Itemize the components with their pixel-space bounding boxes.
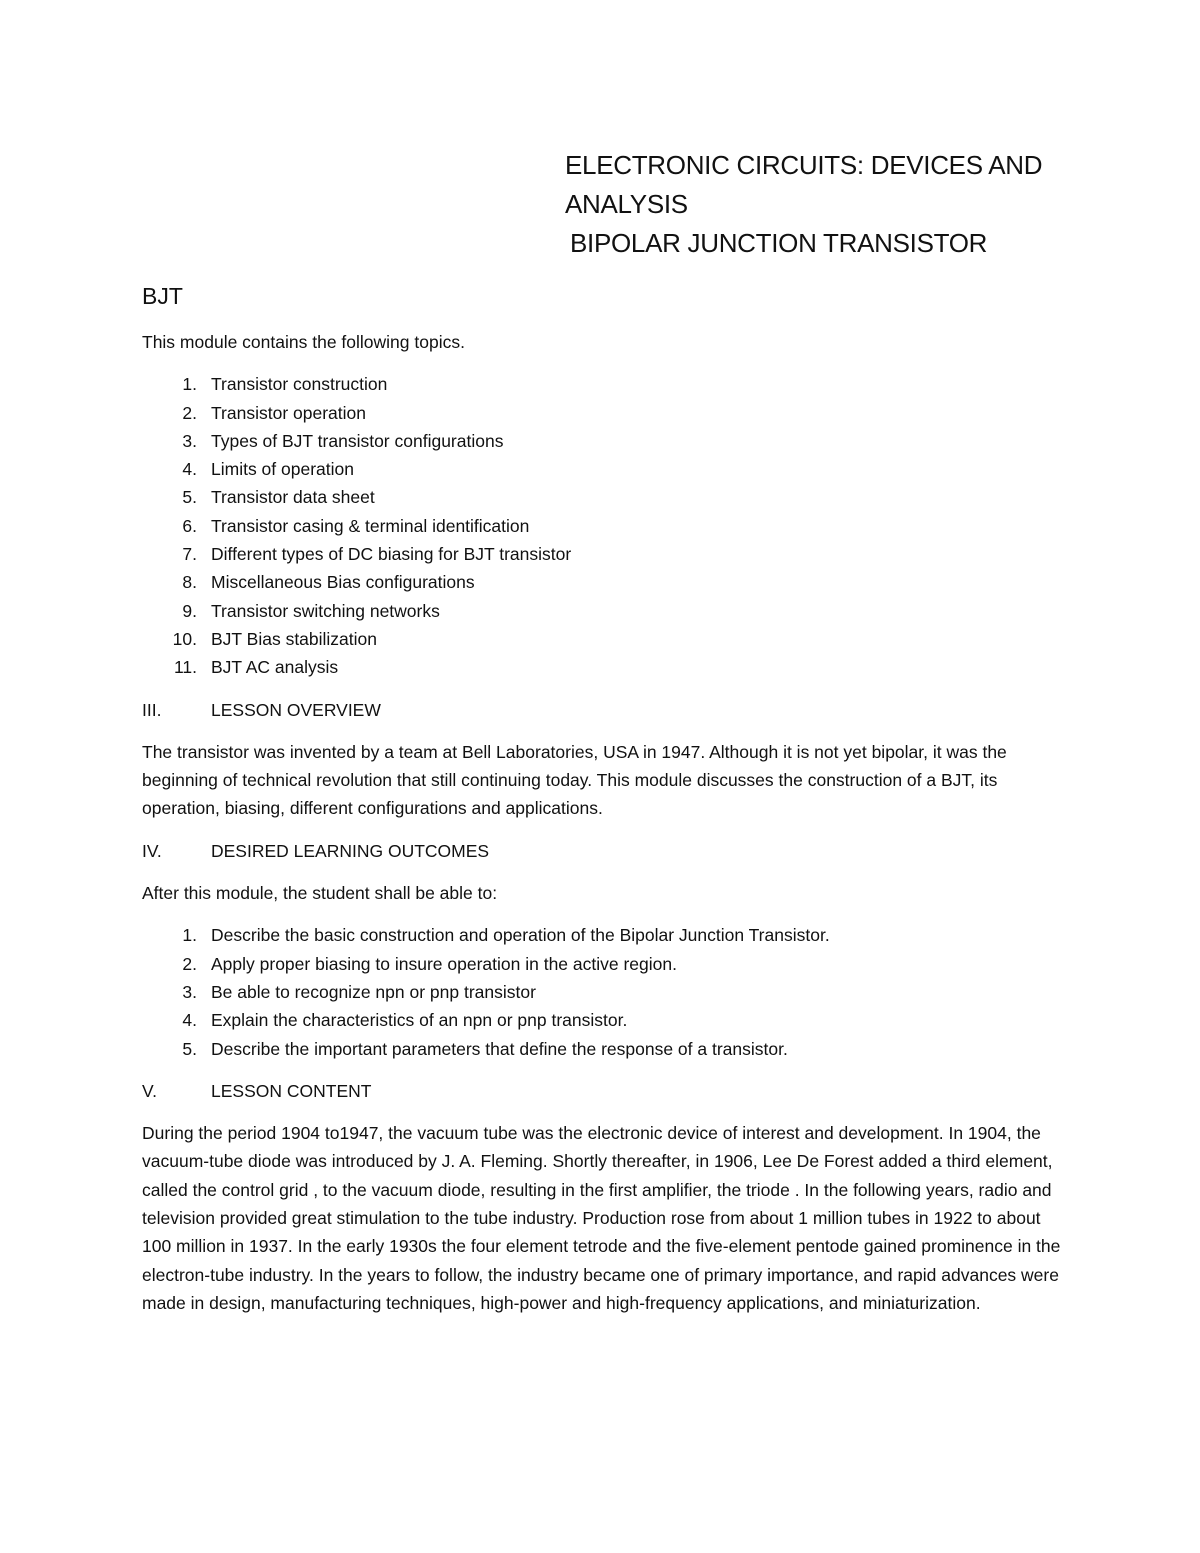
- list-item-text: Transistor switching networks: [211, 600, 440, 621]
- section-number: V.: [142, 1080, 157, 1101]
- list-item: [142, 653, 1062, 681]
- section-heading-learning-outcomes: [142, 837, 1062, 865]
- title-line-1: ELECTRONIC CIRCUITS: DEVICES AND: [565, 150, 1043, 180]
- list-item-text: Transistor operation: [211, 402, 366, 423]
- list-number: 2.: [182, 953, 197, 974]
- lesson-overview-paragraph: The transistor was invented by a team at Bell Laboratories, USA in 1947. Although it is not yet bipolar, it was the beginning of technical revolution that still continuing today. This module discusses the construction of a BJT, its operation, biasing, different configurations and applications.: [142, 741, 1007, 819]
- list-item-text: BJT AC analysis: [211, 657, 339, 678]
- section-title: LESSON CONTENT: [211, 1080, 372, 1101]
- section-title: DESIRED LEARNING OUTCOMES: [211, 840, 490, 861]
- list-number: 1.: [182, 374, 197, 395]
- list-number: 4.: [182, 1010, 197, 1031]
- list-item: [142, 455, 1062, 483]
- list-item-text: Transistor casing & terminal identification: [211, 515, 530, 536]
- section-heading-lesson-overview: [142, 696, 1062, 724]
- list-item-text: Transistor data sheet: [211, 487, 375, 508]
- list-item: [142, 399, 1062, 427]
- list-item: [142, 950, 1062, 978]
- list-number: 8.: [182, 572, 197, 593]
- list-number: 1.: [182, 925, 197, 946]
- list-item: [142, 1006, 1062, 1034]
- list-item-text: Describe the important parameters that define the response of a transistor.: [211, 1038, 788, 1059]
- list-number: 6.: [182, 515, 197, 536]
- list-item-text: Limits of operation: [211, 459, 354, 480]
- section-heading-bjt: BJT: [142, 283, 183, 309]
- topics-list: [142, 370, 1062, 681]
- list-item-text: Miscellaneous Bias configurations: [211, 572, 475, 593]
- list-number: 2.: [182, 402, 197, 423]
- list-item-text: Transistor construction: [211, 374, 388, 395]
- list-item: [142, 427, 1062, 455]
- section-number: IV.: [142, 840, 162, 861]
- list-item-text: Types of BJT transistor configurations: [211, 430, 504, 451]
- title-line-2: ANALYSIS: [565, 189, 688, 219]
- list-item: [142, 921, 1062, 949]
- document-title: [565, 146, 1085, 263]
- list-number: 5.: [182, 487, 197, 508]
- list-number: 4.: [182, 459, 197, 480]
- list-item-text: Be able to recognize npn or pnp transistor: [211, 981, 536, 1002]
- list-number: 7.: [182, 544, 197, 565]
- list-item: [142, 568, 1062, 596]
- list-item: [142, 540, 1062, 568]
- list-number: 9.: [182, 600, 197, 621]
- list-number: 3.: [182, 430, 197, 451]
- list-item: [142, 978, 1062, 1006]
- document-body: [142, 280, 1062, 1331]
- list-number: 11.: [173, 657, 197, 678]
- list-item: [142, 1035, 1062, 1063]
- lesson-content-paragraph: During the period 1904 to1947, the vacuum tube was the electronic device of interest and development. In 1904, the vacuum-tube diode was introduced by J. A. Fleming. Shortly thereafter, in 1906, Lee De Forest added a third element, called the control grid , to the vacuum diode, resulting in the first amplifier, the triode . In the following years, radio and television provided great stimulation to the tube industry. Production rose from about 1 million tubes in 1922 to about 100 million in 1937. In the early 1930s the four element tetrode and the five-element pentode gained prominence in the electron-tube industry. In the years to follow, the industry became one of primary importance, and rapid advances were made in design, manufacturing techniques, high-power and high-frequency applications, and miniaturization.: [142, 1123, 1061, 1313]
- list-item: [142, 370, 1062, 398]
- list-item-text: Apply proper biasing to insure operation in the active region.: [211, 953, 677, 974]
- outcomes-list: [142, 921, 1062, 1062]
- section-title: LESSON OVERVIEW: [211, 699, 381, 720]
- list-item-text: Explain the characteristics of an npn or pnp transistor.: [211, 1010, 628, 1031]
- list-item: [142, 483, 1062, 511]
- list-number: 5.: [182, 1038, 197, 1059]
- list-item-text: Different types of DC biasing for BJT transistor: [211, 544, 572, 565]
- list-number: 3.: [182, 981, 197, 1002]
- topics-intro: This module contains the following topics.: [142, 332, 465, 352]
- list-item: [142, 597, 1062, 625]
- title-line-3: BIPOLAR JUNCTION TRANSISTOR: [570, 228, 988, 258]
- list-item: [142, 512, 1062, 540]
- list-number: 10.: [172, 628, 197, 649]
- section-heading-lesson-content: [142, 1077, 1062, 1105]
- list-item-text: BJT Bias stabilization: [211, 628, 378, 649]
- list-item-text: Describe the basic construction and operation of the Bipolar Junction Transistor.: [211, 925, 830, 946]
- list-item: [142, 625, 1062, 653]
- outcomes-intro: After this module, the student shall be able to:: [142, 883, 498, 904]
- section-number: III.: [142, 699, 162, 720]
